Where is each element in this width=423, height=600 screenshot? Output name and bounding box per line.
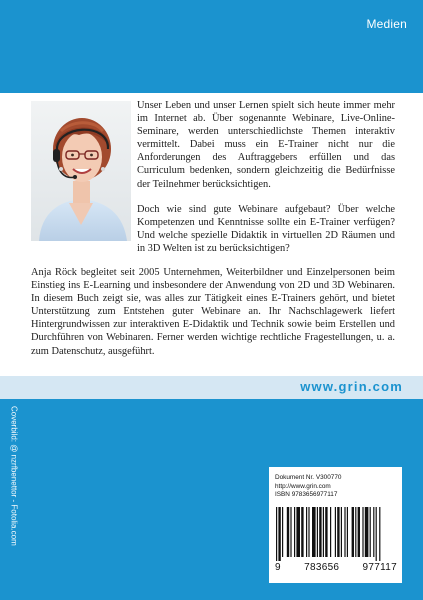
cover-credit bbox=[7, 406, 21, 594]
isbn-line: ISBN 9783656977117 bbox=[275, 491, 338, 499]
document-number: Dokument Nr. V300770 bbox=[275, 474, 342, 481]
isbn-digit-group-2: 977117 bbox=[362, 562, 397, 573]
isbn-digits bbox=[275, 562, 397, 573]
publisher-url: www.grin.com bbox=[300, 379, 403, 394]
isbn-digit-group-1: 783656 bbox=[304, 562, 340, 573]
barcode-url: http://www.grin.com bbox=[275, 482, 331, 490]
header-band bbox=[0, 0, 423, 93]
author-paragraph: Anja Röck begleitet seit 2005 Unternehmen, Weiterbildner und Einzelpersonen beim Einstieg ins E-Learning und insbesondere der Anwendung von 2D und 3D Webinaren. In diesem Buch zeigt sie, was alles zur Tätigkeit eines E-Trainers gehört, und bietet Unterstützung zum Entstehen guter Webinare an. Ihr Nachschlagewerk liefert Hintergrundwissen zur interaktiven E-Didaktik und Technik sowie beim Erstellen und Durchführen von Webinaren. Ferner werden wichtige rechtliche Fragestellungen, u. a. zum Datenschutz, ausgeführt. bbox=[31, 267, 395, 357]
barcode-box bbox=[269, 467, 402, 583]
barcode-info bbox=[275, 474, 341, 500]
questions-paragraph: Doch wie sind gute Webinare aufgebaut? Über welche Kompetenzen und Kenntnisse sollte ein E-Trainer verfügen? Und welche spezielle Didaktik in virtuellen 2D Räumen und in 3D Welten ist zu berücksichtigen? bbox=[137, 204, 395, 255]
barcode-icon bbox=[276, 507, 396, 561]
publisher-band bbox=[0, 376, 423, 399]
intro-paragraph: Unser Leben und unser Lernen spielt sich heute immer mehr im Internet ab. Über sogenannte Webinare, Live-Online-Seminare, werden unterschiedlichste Themen interaktiv vermittelt. Dabei muss ein E-Trainer nicht nur die Anforderungen des Auftraggebers erfüllen und das Curriculum bedenken, sondern gleichzeitig die Bedürfnisse der Teilnehmer berücksichtigen. bbox=[137, 100, 395, 190]
category-label: Medien bbox=[366, 17, 407, 31]
author-portrait-image bbox=[31, 101, 131, 241]
cover-credit-text: Coverbild: @ nzrfbenettor - Fotolia.com bbox=[9, 406, 19, 546]
author-photo bbox=[31, 101, 131, 241]
isbn-digit-prefix: 9 bbox=[275, 562, 281, 573]
